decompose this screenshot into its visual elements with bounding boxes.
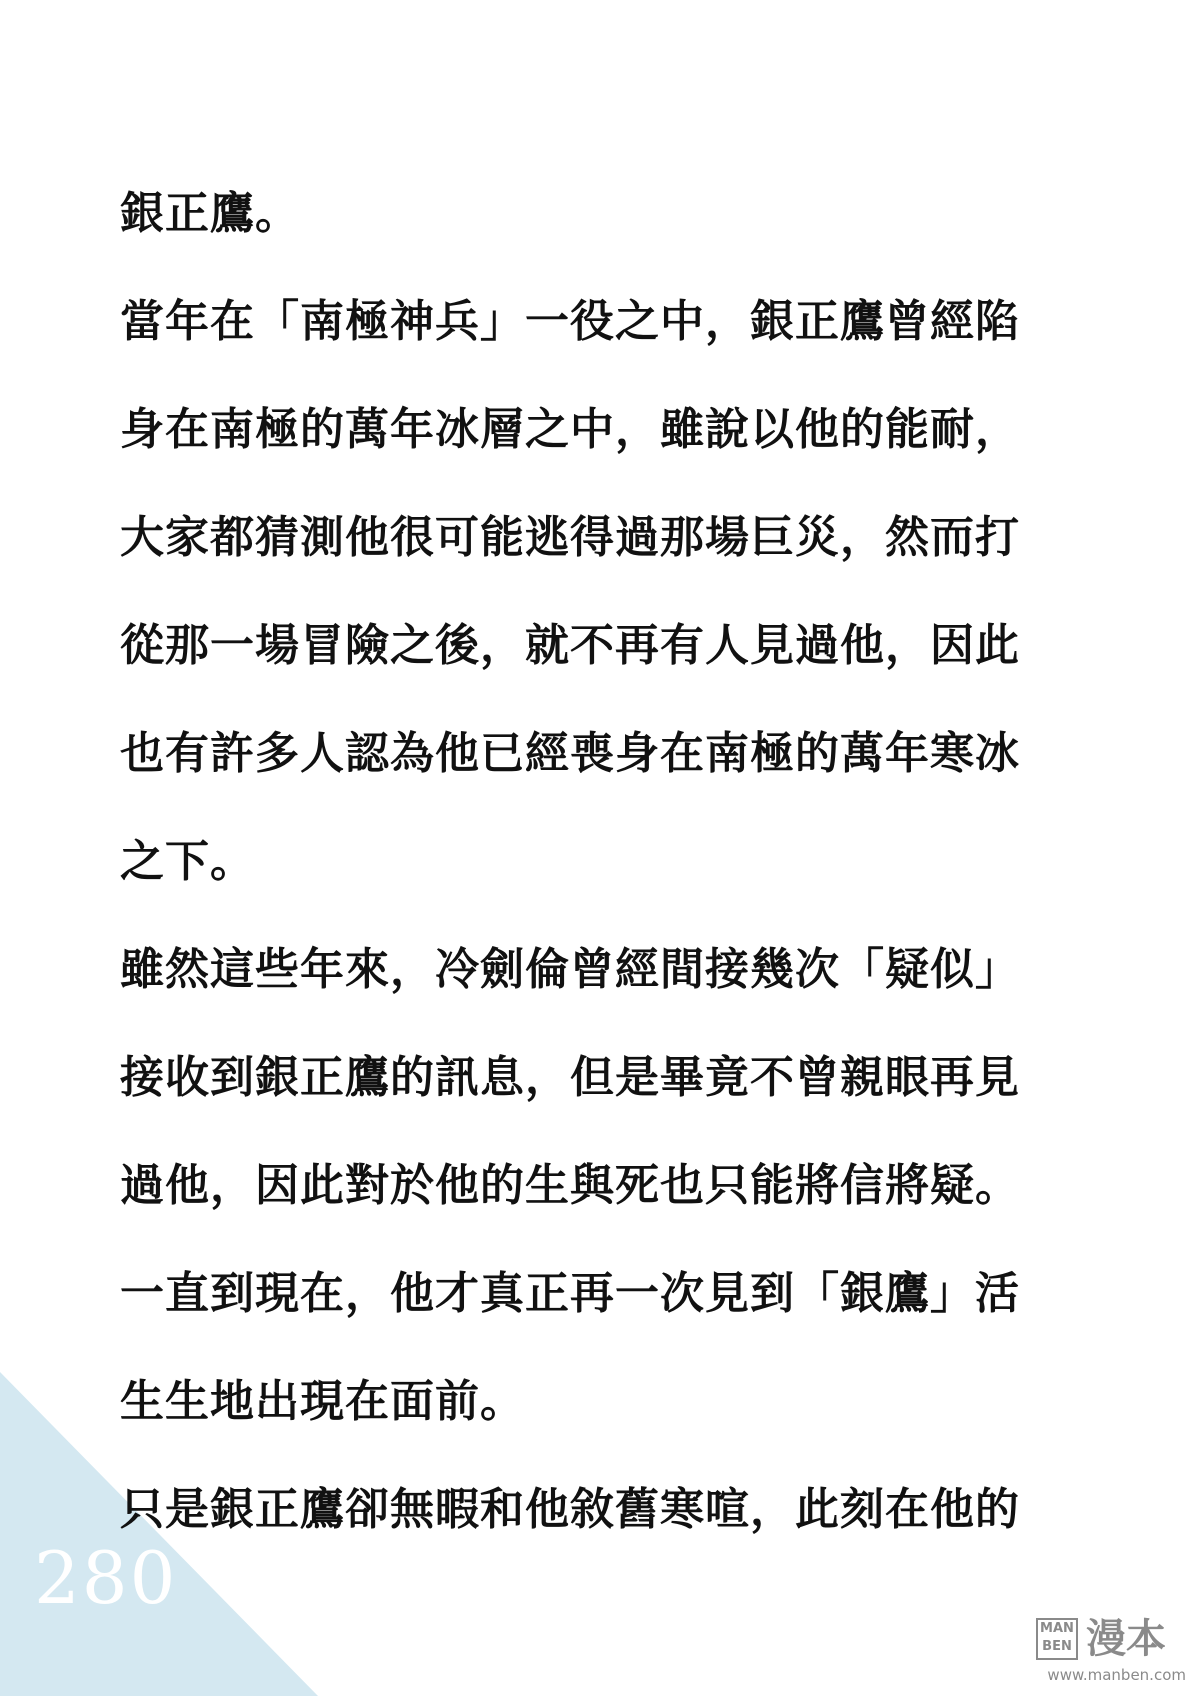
watermark-box-top: MAN [1040, 1621, 1074, 1636]
text-line: 生生地出現在面前。 [120, 1376, 525, 1427]
text-line: 一直到現在，他才真正再一次見到「銀鷹」活 [120, 1268, 1020, 1319]
text-line: 當年在「南極神兵」一役之中，銀正鷹曾經陷 [120, 296, 1020, 347]
text-line: 也有許多人認為他已經喪身在南極的萬年寒冰 [120, 728, 1020, 779]
watermark-box-bottom: BEN [1042, 1639, 1072, 1654]
text-line: 只是銀正鷹卻無暇和他敘舊寒喧，此刻在他的 [120, 1484, 1020, 1535]
body-text [120, 160, 1100, 1564]
text-line: 銀正鷹。 [120, 188, 300, 239]
text-line: 過他，因此對於他的生與死也只能將信將疑。 [120, 1160, 1020, 1211]
text-line: 大家都猜測他很可能逃得過那場巨災，然而打 [120, 512, 1020, 563]
text-line: 從那一場冒險之後，就不再有人見過他，因此 [120, 620, 1020, 671]
text-line: 身在南極的萬年冰層之中，雖說以他的能耐， [120, 404, 1020, 455]
watermark-logo-box [1036, 1618, 1078, 1660]
text-line: 接收到銀正鷹的訊息，但是畢竟不曾親眼再見 [120, 1052, 1020, 1103]
text-line: 雖然這些年來，冷劍倫曾經間接幾次「疑似」 [120, 944, 1020, 995]
text-line: 之下。 [120, 836, 255, 887]
watermark-chinese: 漫本 [1086, 1616, 1166, 1662]
page-number: 280 [34, 1536, 178, 1620]
watermark [1036, 1616, 1186, 1686]
watermark-url: www.manben.com [1047, 1666, 1186, 1684]
